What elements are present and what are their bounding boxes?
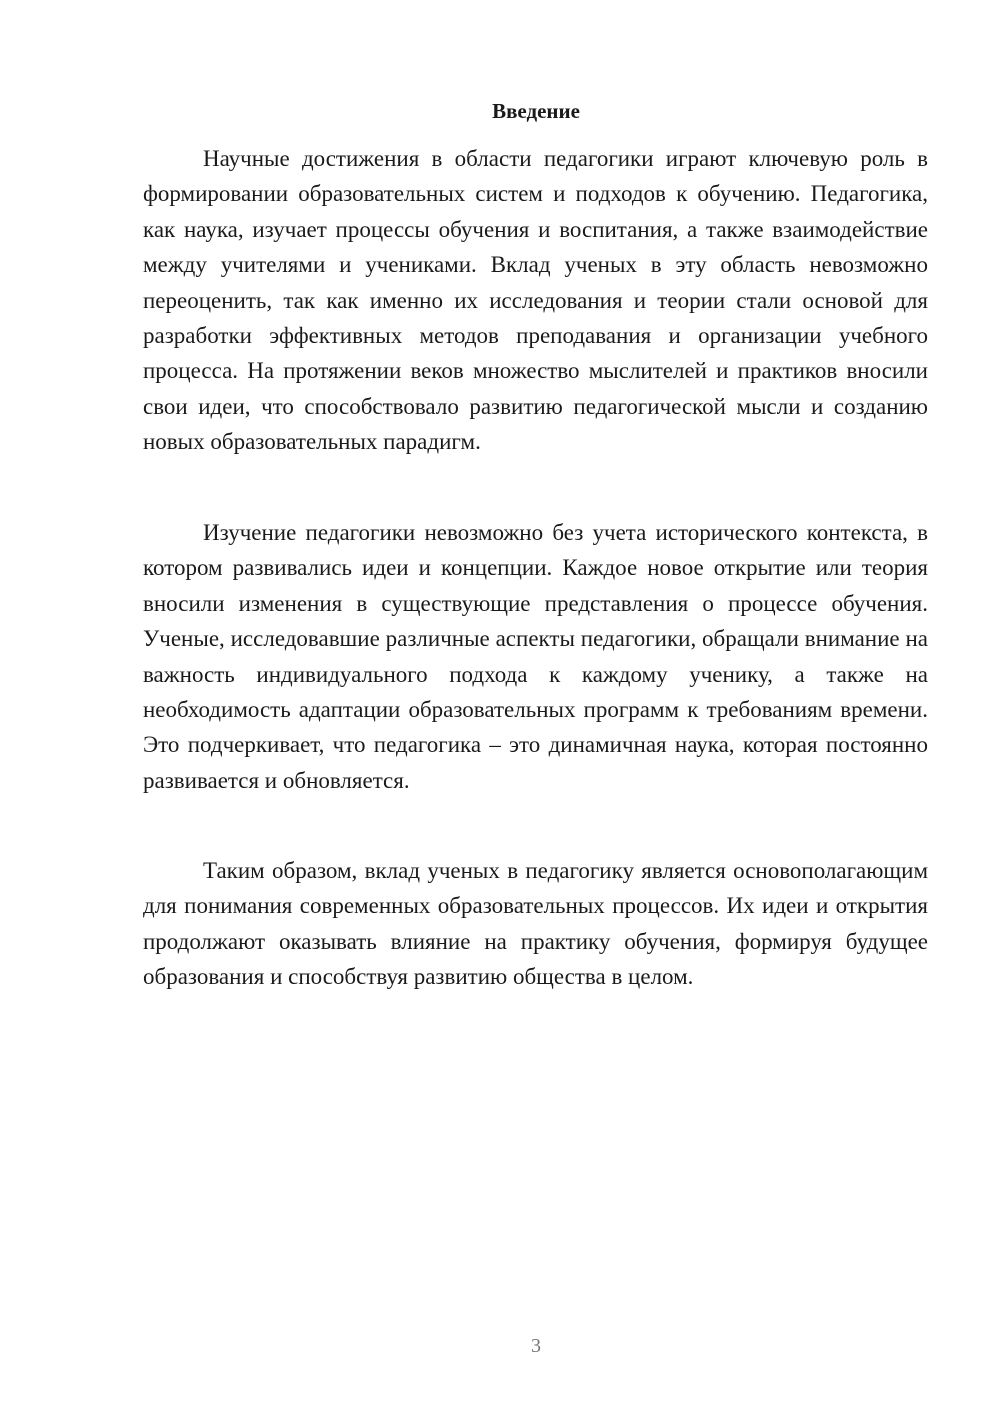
- paragraph-2: Изучение педагогики невозможно без учета исторического контекста, в котором развивались идеи и концепции. Каждое новое открытие или теория вносили изменения в существующие представления о процессе обучения. Ученые, исследовавшие различные аспекты педагогики, обращали внимание на важность индивидуального подхода к каждому ученику, а также на необходимость адаптации образовательных программ к требованиям времени. Это подчеркивает, что педагогика – это динамичная наука, которая постоянно развивается и обновляется.: [143, 520, 928, 793]
- section-heading: Введение: [492, 99, 580, 123]
- page-number: 3: [531, 1335, 541, 1357]
- paragraph-1: Научные достижения в области педагогики играют ключевую роль в формировании образовательных систем и подходов к обучению. Педагогика, как наука, изучает процессы обучения и воспитания, а также взаимодействие между учителями и учениками. Вклад ученых в эту область невозможно переоценить, так как именно их исследования и теории стали основой для разработки эффективных методов преподавания и организации учебного процесса. На протяжении веков множество мыслителей и практиков вносили свои идеи, что способствовало развитию педагогической мысли и созданию новых образовательных парадигм.: [143, 146, 928, 455]
- paragraph-3: Таким образом, вклад ученых в педагогику является основополагающим для понимания современных образовательных процессов. Их идеи и открытия продолжают оказывать влияние на практику обучения, формируя будущее образования и способствуя развитию общества в целом.: [143, 858, 928, 990]
